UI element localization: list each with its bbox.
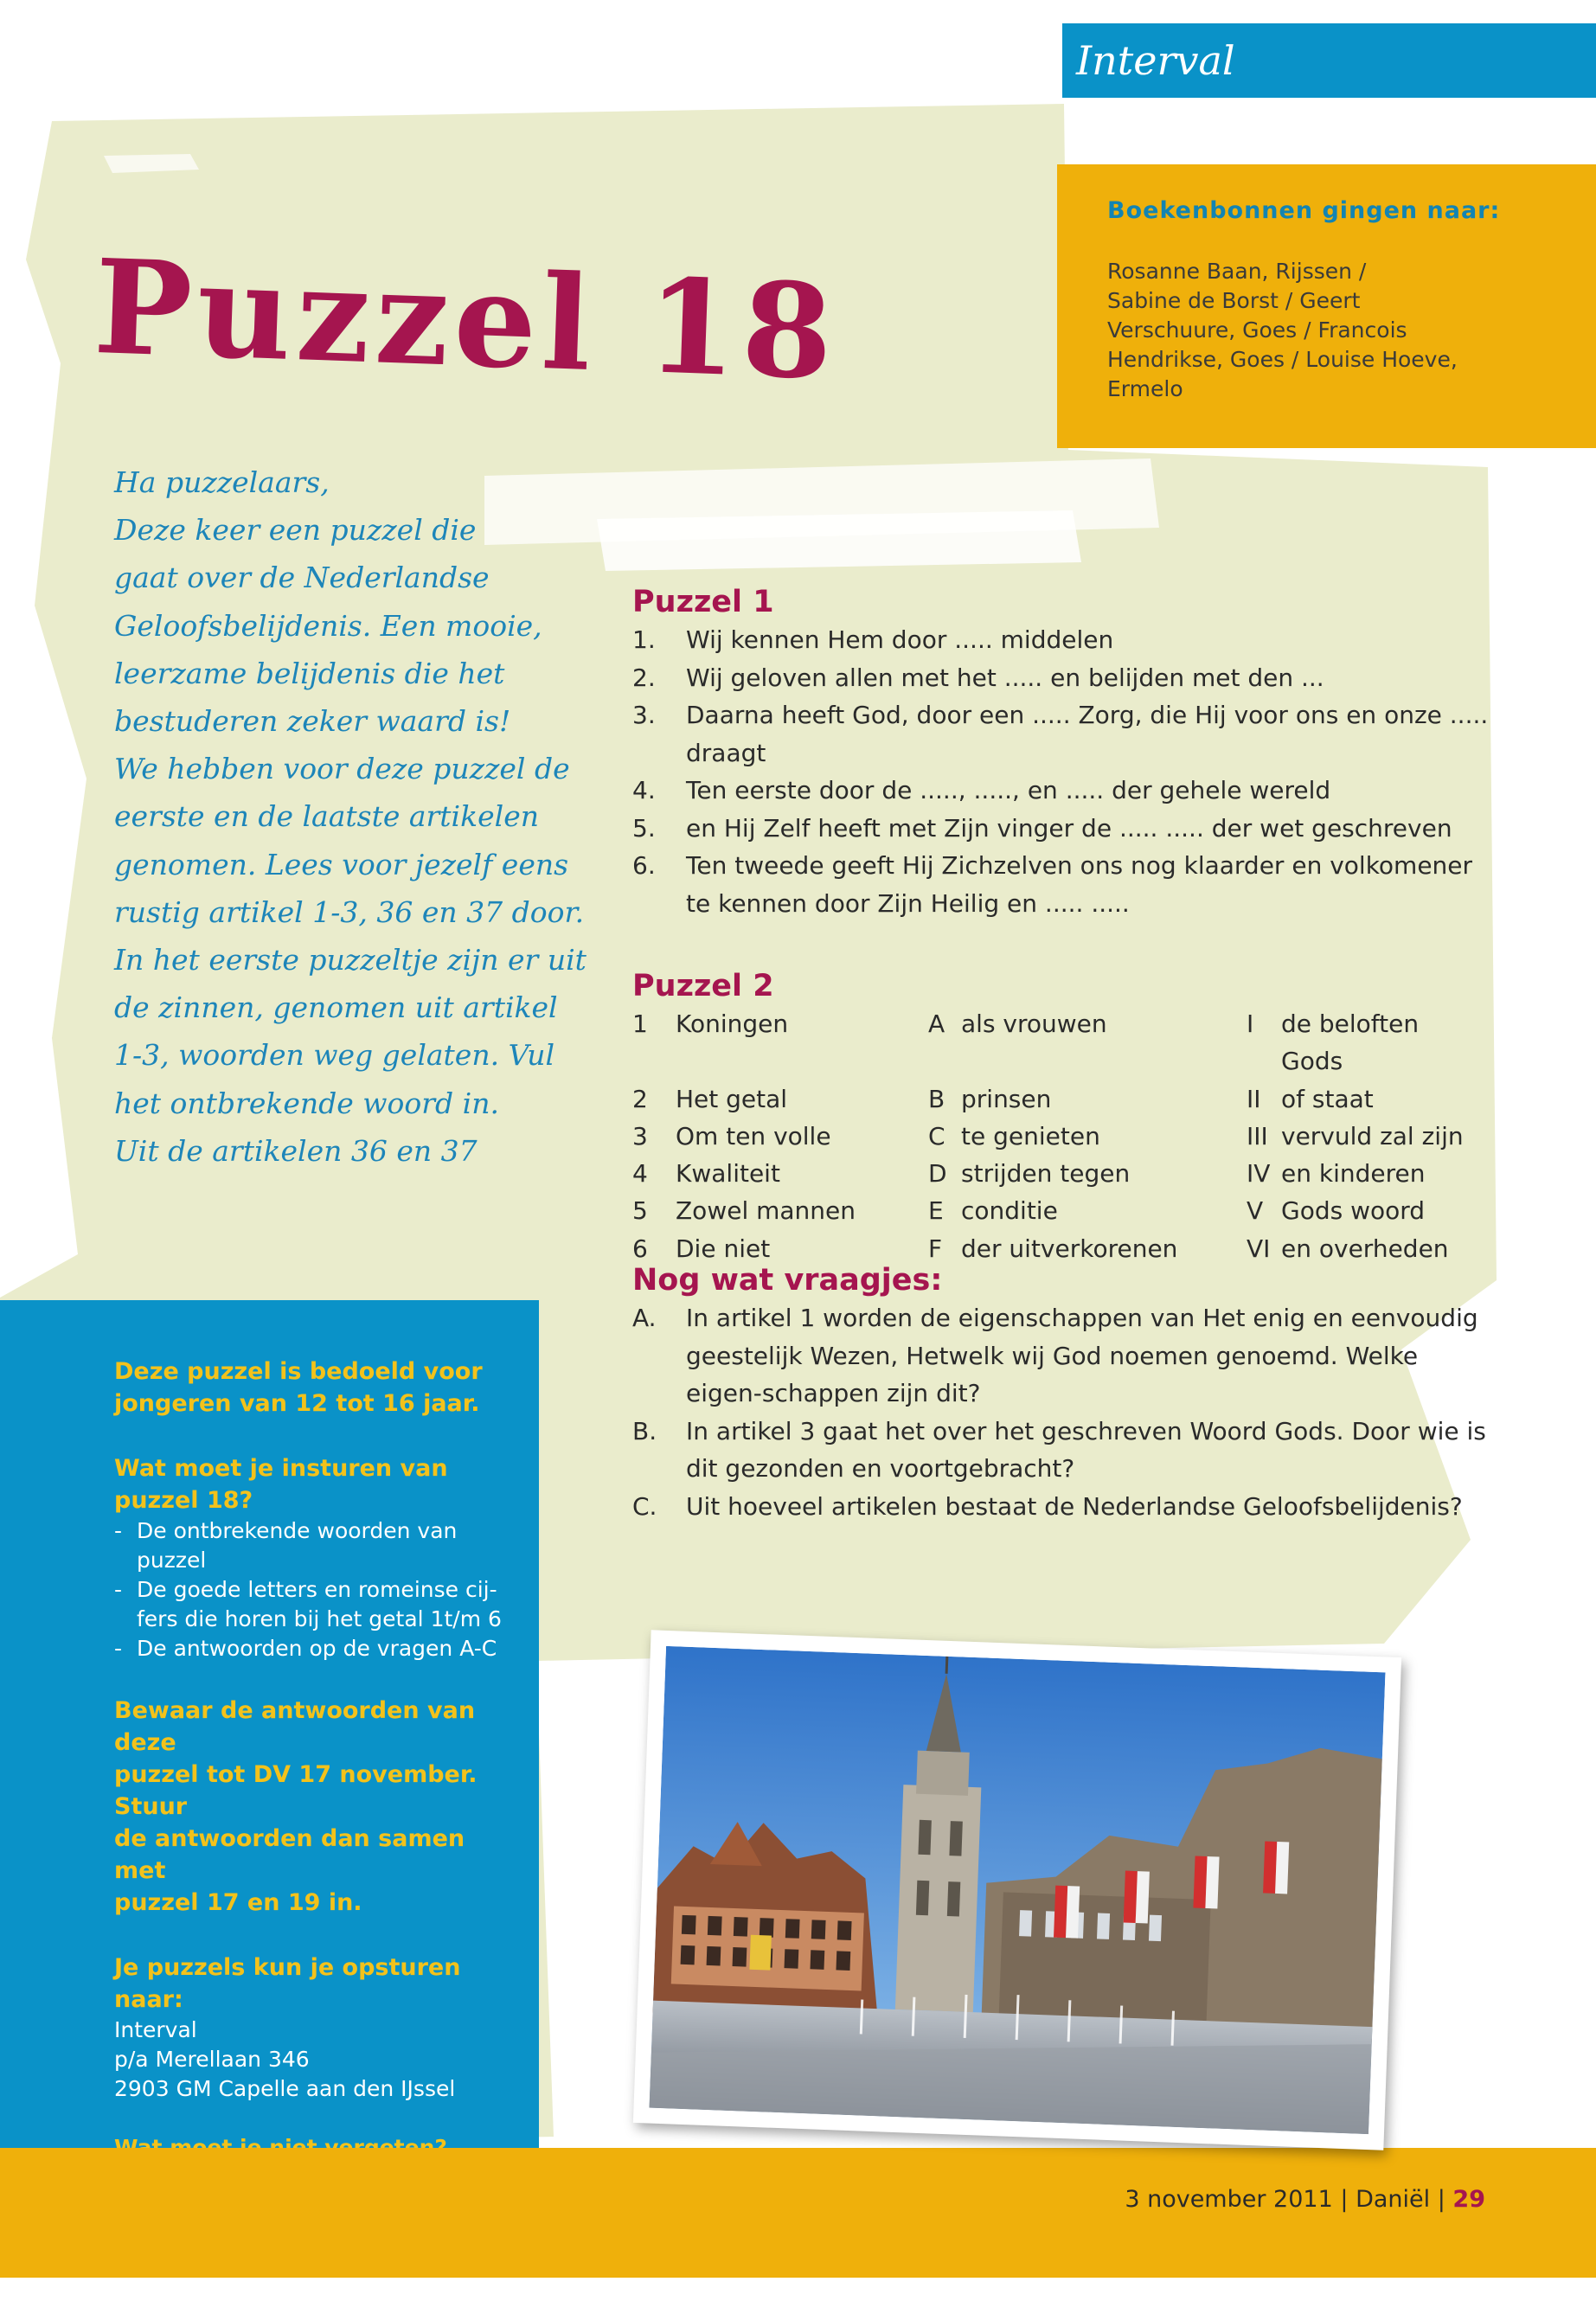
cell-right: Gods woord xyxy=(1281,1196,1426,1226)
cell-middle: conditie xyxy=(961,1196,1058,1226)
row-number: 2 xyxy=(632,1084,648,1113)
vraag-item xyxy=(632,1299,1497,1413)
issue-date: 3 november 2011 xyxy=(1125,2186,1333,2213)
intro-line: Uit de artikelen 36 en 37 xyxy=(114,1133,478,1168)
row-letter: D xyxy=(928,1159,947,1189)
puzzel1-item xyxy=(632,772,1497,810)
puzzel2-grid xyxy=(632,1005,1497,1267)
item-line: De goede letters en romeinse cij- xyxy=(137,1577,497,1602)
item-line: De antwoorden op de vragen A-C xyxy=(137,1636,497,1661)
item-number: 1. xyxy=(632,625,656,654)
item-text: In artikel 1 worden de eigenschappen van Het enig en eenvoudig geestelijk Wezen, Hetwelk wij God noemen genoemd. Welke eigen-schappen zijn dit? xyxy=(686,1304,1478,1407)
separator: | xyxy=(1340,2186,1349,2213)
intro-line: het ontbrekende woord in. xyxy=(114,1086,499,1120)
address-line: p/a Merellaan 346 xyxy=(114,2047,310,2072)
photo-illustration xyxy=(649,1646,1385,2134)
heading-line: puzzel 18? xyxy=(114,1487,253,1514)
intro-line: Ha puzzelaars, xyxy=(114,465,330,499)
cell-right: en overheden xyxy=(1281,1234,1449,1263)
page-number: 29 xyxy=(1452,2186,1485,2213)
keep-line: Bewaar de antwoorden van deze xyxy=(114,1697,476,1756)
list-item xyxy=(114,1634,504,1663)
vraag-item xyxy=(632,1488,1497,1526)
row-letter: A xyxy=(928,1009,945,1038)
cell-middle: prinsen xyxy=(961,1084,1052,1113)
item-text: Wij geloven allen met het ..... en belijden met den ... xyxy=(686,663,1324,692)
intro-line: 1-3, woorden weg gelaten. Vul xyxy=(114,1038,555,1073)
item-letter: C. xyxy=(632,1491,657,1521)
cell-left: Kwaliteit xyxy=(676,1159,780,1189)
list-item xyxy=(114,1575,504,1634)
page-footer xyxy=(0,2148,1596,2278)
intro-line: Deze keer een puzzel die xyxy=(114,513,477,548)
page-title: Puzzel 18 xyxy=(91,231,841,409)
address-heading: Je puzzels kun je opsturen naar: xyxy=(114,1954,461,2013)
dash-marker: - xyxy=(114,1518,123,1543)
row-letter: C xyxy=(928,1121,945,1150)
town-square-photo xyxy=(633,1630,1401,2150)
intro-line: bestuderen zeker waard is! xyxy=(114,704,511,739)
winners-box xyxy=(1057,164,1596,448)
audience-text xyxy=(114,1356,504,1420)
cell-left: Koningen xyxy=(676,1009,789,1038)
winner-line: Verschuure, Goes / Francois xyxy=(1107,317,1407,343)
item-text: Ten eerste door de ....., ....., en ..... der gehele wereld xyxy=(686,776,1331,804)
address xyxy=(114,2016,504,2104)
item-number: 5. xyxy=(632,813,656,843)
item-text: Wij kennen Hem door ..... middelen xyxy=(686,625,1114,654)
row-letter: B xyxy=(928,1084,945,1113)
puzzel1-heading: Puzzel 1 xyxy=(632,585,774,619)
keep-line: puzzel 17 en 19 in. xyxy=(114,1889,362,1916)
winners-heading: Boekenbonnen gingen naar: xyxy=(1107,197,1501,224)
address-line: 2903 GM Capelle aan den IJssel xyxy=(114,2076,456,2101)
cell-right: of staat xyxy=(1281,1084,1374,1113)
audience-line: jongeren van 12 tot 16 jaar. xyxy=(114,1390,480,1417)
intro-line: rustig artikel 1-3, 36 en 37 door. xyxy=(114,894,585,929)
cell-left: Zowel mannen xyxy=(676,1196,856,1226)
row-roman: II xyxy=(1247,1084,1261,1113)
info-sidebar xyxy=(0,1300,539,2148)
item-letter: A. xyxy=(632,1304,657,1332)
winner-line: Ermelo xyxy=(1107,376,1183,401)
item-line: De ontbrekende woorden van xyxy=(137,1518,458,1543)
cell-right: de beloften Gods xyxy=(1281,1009,1420,1076)
cell-middle: strijden tegen xyxy=(961,1159,1131,1189)
heading-line: Wat moet je insturen van xyxy=(114,1455,448,1482)
row-number: 4 xyxy=(632,1159,648,1189)
cell-right: en kinderen xyxy=(1281,1159,1426,1189)
puzzel2-heading: Puzzel 2 xyxy=(632,969,774,1003)
item-number: 6. xyxy=(632,851,656,880)
puzzel1-item xyxy=(632,847,1497,922)
row-number: 6 xyxy=(632,1234,648,1263)
winner-line: Rosanne Baan, Rijssen / xyxy=(1107,259,1367,284)
puzzel1-section xyxy=(632,583,1497,922)
audience-line: Deze puzzel is bedoeld voor xyxy=(114,1358,483,1385)
magazine-name: Daniël xyxy=(1356,2186,1431,2213)
intro-text xyxy=(114,458,586,1175)
row-roman: VI xyxy=(1247,1234,1271,1263)
winners-list xyxy=(1107,257,1561,404)
vraag-item xyxy=(632,1413,1497,1488)
vragen-heading: Nog wat vraagjes: xyxy=(632,1263,943,1298)
puzzel1-item xyxy=(632,659,1497,697)
item-line: fers die horen bij het getal 1t/m 6 xyxy=(137,1606,502,1631)
vragen-section xyxy=(632,1261,1497,1525)
item-text: In artikel 3 gaat het over het geschreven Woord Gods. Door wie is dit gezonden en voortgebracht? xyxy=(686,1416,1486,1483)
intro-line: leerzame belijdenis die het xyxy=(114,656,505,690)
cell-right: vervuld zal zijn xyxy=(1281,1121,1464,1150)
keep-line: puzzel tot DV 17 november. Stuur xyxy=(114,1761,478,1820)
address-line: Interval xyxy=(114,2017,197,2042)
puzzel1-item xyxy=(632,696,1497,772)
item-line: puzzel xyxy=(137,1548,207,1573)
row-number: 3 xyxy=(632,1121,648,1150)
cell-middle: te genieten xyxy=(961,1121,1100,1150)
footer-info xyxy=(1125,2186,1485,2213)
separator: | xyxy=(1437,2186,1445,2213)
item-text: Uit hoeveel artikelen bestaat de Nederlandse Geloofsbelijdenis? xyxy=(686,1491,1463,1521)
submit-heading xyxy=(114,1452,504,1516)
section-tab: Interval xyxy=(1062,23,1596,98)
list-item xyxy=(114,1516,504,1575)
item-letter: B. xyxy=(632,1416,657,1445)
cell-middle: der uitverkorenen xyxy=(961,1234,1178,1263)
cell-left: Het getal xyxy=(676,1084,788,1113)
submit-list xyxy=(114,1516,504,1663)
row-number: 5 xyxy=(632,1196,648,1226)
row-roman: III xyxy=(1247,1121,1268,1150)
item-text: Ten tweede geeft Hij Zichzelven ons nog klaarder en volkomener te kennen door Zijn Heilig en ..... ..... xyxy=(686,851,1473,918)
winner-line: Sabine de Borst / Geert xyxy=(1107,288,1361,313)
row-letter: E xyxy=(928,1196,944,1226)
row-roman: I xyxy=(1247,1009,1254,1038)
item-number: 4. xyxy=(632,776,656,804)
intro-line: In het eerste puzzeltje zijn er uit xyxy=(114,943,586,977)
row-letter: F xyxy=(928,1234,943,1263)
cell-left: Om ten volle xyxy=(676,1121,831,1150)
row-number: 1 xyxy=(632,1009,648,1038)
dash-marker: - xyxy=(114,1636,123,1661)
keep-text xyxy=(114,1695,504,1919)
intro-line: gaat over de Nederlandse xyxy=(114,561,490,595)
intro-line: We hebben voor deze puzzel de xyxy=(114,752,570,786)
intro-line: Geloofsbelijdenis. Een mooie, xyxy=(114,608,542,643)
dash-marker: - xyxy=(114,1577,123,1602)
winner-line: Hendrikse, Goes / Louise Hoeve, xyxy=(1107,347,1458,372)
puzzel1-item xyxy=(632,810,1497,848)
cell-left: Die niet xyxy=(676,1234,771,1263)
keep-line: de antwoorden dan samen met xyxy=(114,1825,465,1884)
item-text: Daarna heeft God, door een ..... Zorg, die Hij voor ons en onze ..... draagt xyxy=(686,701,1489,767)
row-roman: V xyxy=(1247,1196,1264,1226)
cell-middle: als vrouwen xyxy=(961,1009,1107,1038)
puzzel1-item xyxy=(632,621,1497,659)
row-roman: IV xyxy=(1247,1159,1271,1189)
item-number: 2. xyxy=(632,663,656,692)
item-text: en Hij Zelf heeft met Zijn vinger de ..... ..... der wet geschreven xyxy=(686,813,1452,843)
intro-line: de zinnen, genomen uit artikel xyxy=(114,990,558,1025)
puzzel2-section xyxy=(632,967,1497,1267)
intro-line: genomen. Lees voor jezelf eens xyxy=(114,847,569,881)
intro-line: eerste en de laatste artikelen xyxy=(114,799,539,834)
item-number: 3. xyxy=(632,701,656,729)
